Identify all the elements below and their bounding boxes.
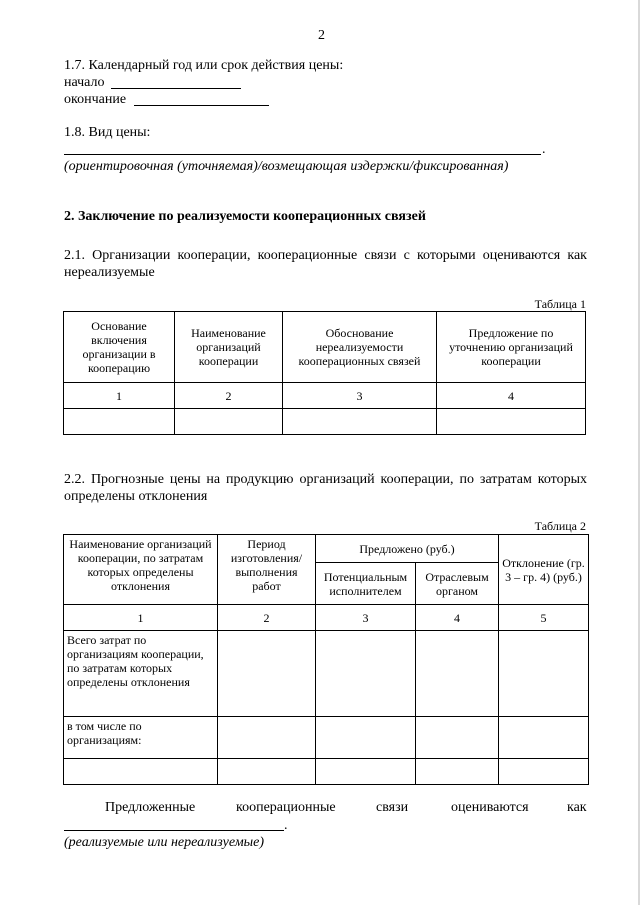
table1-header-basis: Основание включения организации в кооперацию: [64, 312, 175, 383]
table1-col-number: 3: [283, 383, 437, 409]
table2-cell: [416, 759, 499, 785]
price-type-caption: (ориентировочная (уточняемая)/возмещающая издержки/фиксированная): [64, 159, 509, 174]
table2-cell: [316, 631, 416, 717]
table2-header-executor: Потенциальным исполнителем: [316, 563, 416, 605]
section-2-2-text: 2.2. Прогнозные цены на продукцию организаций кооперации, по затратам которых определены отклонения: [64, 472, 587, 504]
conclusion-word: кооперационные: [236, 800, 336, 815]
table2-cell: [499, 717, 589, 759]
table2-cell: [499, 759, 589, 785]
section-1-7-heading: 1.7. Календарный год или срок действия цены:: [64, 58, 344, 73]
table2-cell: [64, 759, 218, 785]
table1-col-number: 2: [175, 383, 283, 409]
table2-col-number: 4: [416, 605, 499, 631]
conclusion-dot: .: [284, 818, 288, 833]
table2-cell: [416, 631, 499, 717]
table1-cell: [283, 409, 437, 435]
section-2-heading: 2. Заключение по реализуемости кооперационных связей: [64, 209, 426, 224]
conclusion-caption: (реализуемые или нереализуемые): [64, 835, 265, 850]
page-number: 2: [318, 28, 325, 43]
table2-total-label: Всего затрат по организациям кооперации, по затратам которых определены отклонения: [64, 631, 218, 717]
table2-header-period: Период изготовления/ выполнения работ: [218, 535, 316, 605]
table2-header-org-name: Наименование организаций кооперации, по затратам которых определены отклонения: [64, 535, 218, 605]
table2-cell: [316, 717, 416, 759]
table1-header-proposal: Предложение по уточнению организаций кооперации: [437, 312, 586, 383]
section-2-1-text: 2.1. Организации кооперации, кооперационные связи с которыми оцениваются как нереализуемые: [64, 248, 587, 280]
table1: [63, 311, 586, 435]
table2-including-label: в том числе по организациям:: [64, 717, 218, 759]
table1-header-org-name: Наименование организаций кооперации: [175, 312, 283, 383]
table2-col-number: 1: [64, 605, 218, 631]
table2-cell: [316, 759, 416, 785]
table2-col-number: 2: [218, 605, 316, 631]
table2-col-number: 5: [499, 605, 589, 631]
table1-col-number: 1: [64, 383, 175, 409]
table2-number-row: [64, 605, 589, 631]
start-blank-line: [111, 88, 241, 89]
section-1-8-heading: 1.8. Вид цены:: [64, 125, 151, 140]
table2-cell: [218, 759, 316, 785]
end-blank-line: [134, 105, 269, 106]
table2-header-proposed: Предложено (руб.): [316, 535, 499, 563]
table1-col-number: 4: [437, 383, 586, 409]
table1-number-row: [64, 383, 586, 409]
table1-header-justification: Обоснование нереализуемости кооперационных связей: [283, 312, 437, 383]
table2-header-branch: Отраслевым органом: [416, 563, 499, 605]
price-type-blank-line: [64, 154, 541, 155]
conclusion-word: как: [567, 800, 587, 815]
table2-header-deviation: Отклонение (гр. 3 – гр. 4) (руб.): [499, 535, 589, 605]
conclusion-word: оцениваются: [451, 800, 529, 815]
table2-caption: Таблица 2: [534, 519, 586, 533]
table2: [63, 534, 589, 785]
conclusion-blank-line: [64, 830, 284, 831]
table2-header-row-1: [64, 535, 589, 563]
conclusion-word: связи: [376, 800, 409, 815]
table2-cell: [218, 631, 316, 717]
table2-including-row: [64, 717, 589, 759]
table2-cell: [416, 717, 499, 759]
table2-cell: [218, 717, 316, 759]
table1-cell: [175, 409, 283, 435]
table2-empty-row: [64, 759, 589, 785]
end-label: окончание: [64, 92, 127, 107]
table1-header-row: [64, 312, 586, 383]
table1-empty-row: [64, 409, 586, 435]
table2-col-number: 3: [316, 605, 416, 631]
table1-cell: [437, 409, 586, 435]
table2-cell: [499, 631, 589, 717]
table1-cell: [64, 409, 175, 435]
conclusion-word: Предложенные: [105, 800, 196, 815]
price-type-dot: .: [542, 142, 546, 157]
table1-caption: Таблица 1: [534, 297, 586, 311]
table2-total-row: [64, 631, 589, 717]
start-label: начало: [64, 75, 105, 90]
